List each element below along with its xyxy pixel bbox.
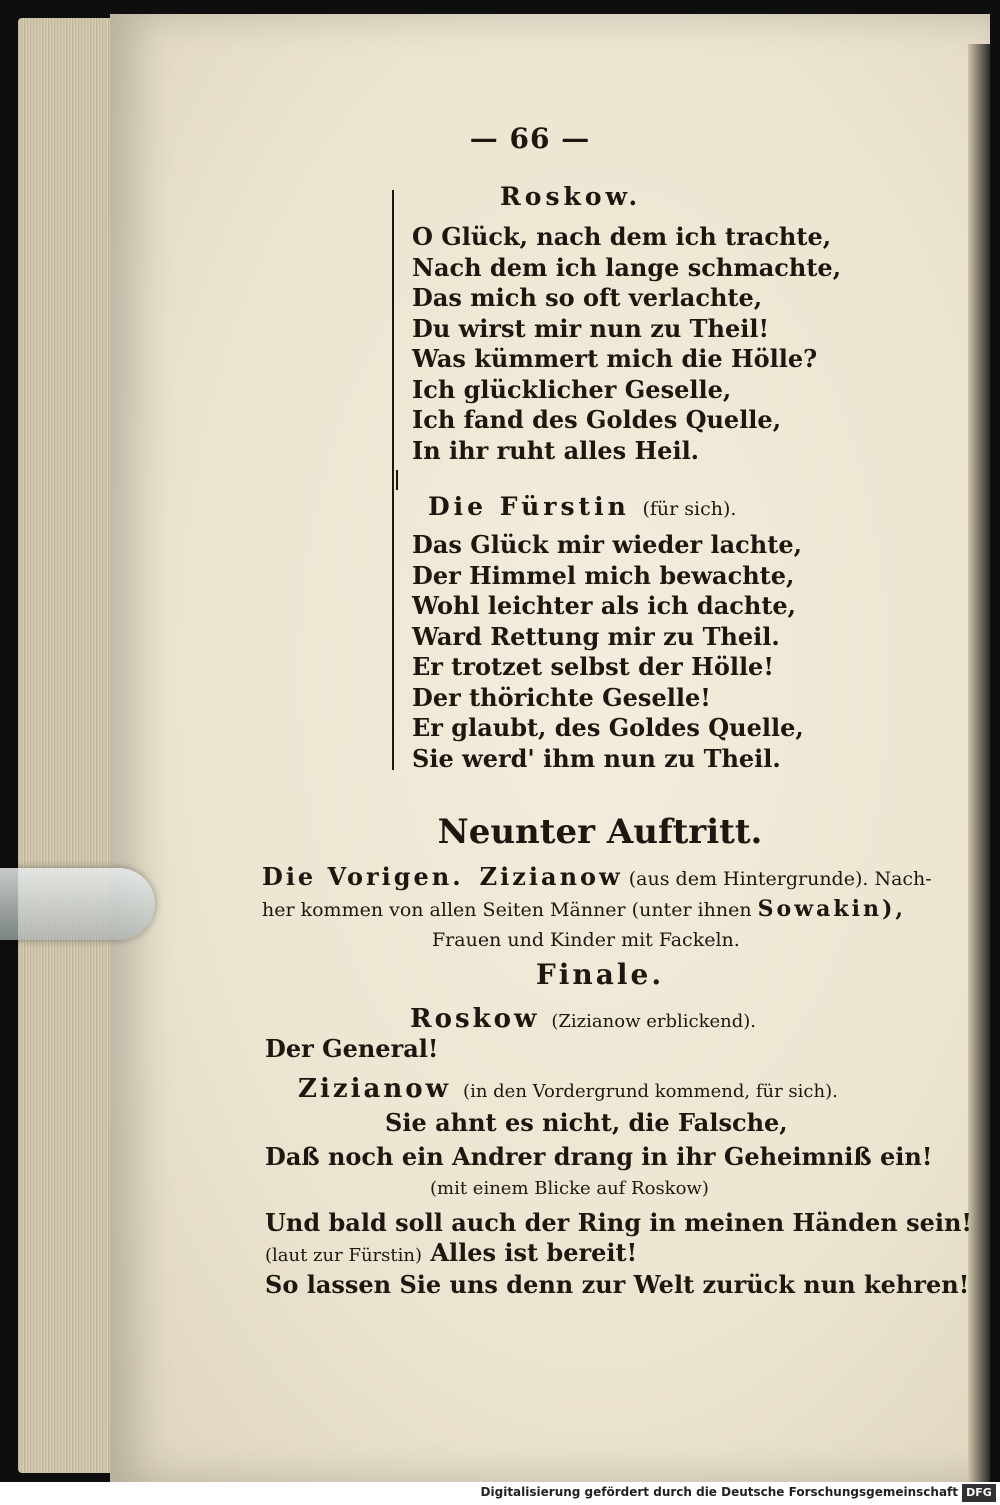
verse-line: Ich glücklicher Geselle, <box>412 374 732 404</box>
duet-brace-tip <box>386 470 398 490</box>
verse-line: Nach dem ich lange schmachte, <box>412 252 842 282</box>
finale-line: So lassen Sie uns denn zur Welt zurück nun kehren! <box>265 1270 970 1299</box>
scene-heading: Neunter Auftritt. <box>437 812 763 852</box>
finale-stage: (laut zur Fürstin) <box>265 1245 422 1266</box>
direction-lead-name: Zizianow <box>479 862 623 891</box>
fuerstin-verse <box>412 530 804 774</box>
direction-text: Frauen und Kinder mit Fackeln. <box>432 929 740 951</box>
verse-line: Sie werd' ihm nun zu Theil. <box>412 743 781 773</box>
finale-title: Finale. <box>535 958 665 991</box>
facing-page-edge <box>968 44 990 1484</box>
scene-direction <box>262 862 932 955</box>
footer-bar <box>0 1482 1000 1505</box>
speaker-zizianow-finale <box>298 1074 838 1104</box>
page-number: — 66 — <box>469 122 591 155</box>
dfg-logo: DFG <box>962 1484 996 1502</box>
verse-line: Er trotzet selbst der Hölle! <box>412 652 774 681</box>
verse-line: Das Glück mir wieder lachte, <box>412 530 802 559</box>
speaker-roskow-finale <box>410 1004 756 1034</box>
speaker-roskow: Roskow. <box>500 182 642 211</box>
speaker-fuerstin <box>428 492 736 521</box>
verse-line: In ihr ruht alles Heil. <box>412 435 700 465</box>
finale-stage: (in den Vordergrund kommend, für sich). <box>463 1081 838 1102</box>
finale-speaker: Zizianow <box>298 1074 451 1104</box>
speaker-fuerstin-stage: (für sich). <box>642 498 737 520</box>
finale-line: Alles ist bereit! <box>430 1238 638 1267</box>
finale-line: Der General! <box>265 1034 439 1063</box>
finale-line: Daß noch ein Andrer drang in ihr Geheimniß ein! <box>265 1142 933 1171</box>
verse-line: O Glück, nach dem ich trachte, <box>412 222 832 251</box>
verse-line: Ich fand des Goldes Quelle, <box>412 405 782 434</box>
finale-line: Sie ahnt es nicht, die Falsche, <box>385 1108 788 1137</box>
direction-text: (aus dem Hintergrunde). Nach- <box>628 868 932 890</box>
verse-line: Das mich so oft verlachte, <box>412 283 763 312</box>
finale-line: Und bald soll auch der Ring in meinen Händen sein! <box>265 1208 972 1237</box>
direction-line-2 <box>262 894 907 925</box>
finale-stage: (Zizianow erblickend). <box>551 1011 756 1032</box>
verse-line: Du wirst mir nun zu Theil! <box>412 313 769 343</box>
verse-line: Ward Rettung mir zu Theil. <box>412 621 780 651</box>
direction-text: her kommen von allen Seiten Männer (unter ihnen <box>262 899 752 921</box>
verse-line: Der Himmel mich bewachte, <box>412 560 795 590</box>
verse-line: Wohl leichter als ich dachte, <box>412 591 797 620</box>
verse-line: Er glaubt, des Goldes Quelle, <box>412 713 804 742</box>
direction-lead: Die Vorigen. <box>262 862 464 891</box>
direction-line-1 <box>262 862 932 894</box>
footer-credit: Digitalisierung gefördert durch die Deutsche Forschungsgemeinschaft <box>480 1485 958 1499</box>
speaker-fuerstin-name: Die Fürstin <box>428 492 630 521</box>
finale-line-with-stage <box>265 1238 637 1267</box>
direction-name: Sowakin), <box>757 896 907 922</box>
verse-line: Der thörichte Geselle! <box>412 682 711 712</box>
verse-line: Was kümmert mich die Hölle? <box>412 344 818 373</box>
finale-speaker: Roskow <box>410 1004 540 1034</box>
roskow-verse <box>412 222 841 466</box>
finale-stage: (mit einem Blicke auf Roskow) <box>430 1178 709 1199</box>
glass-page-weight <box>0 868 155 940</box>
